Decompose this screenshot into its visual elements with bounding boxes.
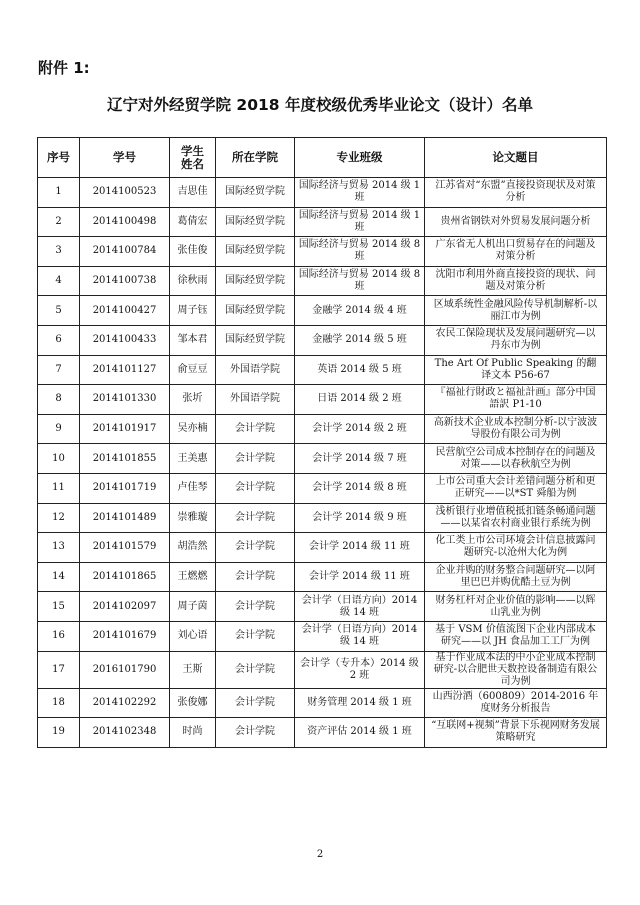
cell-serial-number: 3 <box>38 237 80 267</box>
table-row <box>38 237 607 267</box>
cell-serial-number: 4 <box>38 266 80 296</box>
header-college: 所在学院 <box>216 138 295 178</box>
attachment-label: 附件 1: <box>38 59 90 77</box>
table-row <box>38 533 607 563</box>
cell-thesis-topic: 基于作业成本法的中小企业成本控制研究-以合肥世天数控设备制造有限公司为例 <box>425 651 607 688</box>
cell-student-id: 2014100523 <box>80 178 170 208</box>
header-serial-number: 序号 <box>38 138 80 178</box>
document-title: 辽宁对外经贸学院 2018 年度校级优秀毕业论文（设计）名单 <box>107 96 533 114</box>
cell-thesis-topic: “互联网+视频”背景下乐视网财务发展策略研究 <box>425 718 607 748</box>
cell-student-name: 周子茵 <box>170 592 216 622</box>
cell-serial-number: 10 <box>38 444 80 474</box>
cell-student-id: 2014101489 <box>80 503 170 533</box>
cell-thesis-topic: 上市公司重大会计差错问题分析和更正研究——以*ST 舜船为例 <box>425 473 607 503</box>
cell-student-name: 时尚 <box>170 718 216 748</box>
cell-student-name: 葛倩宏 <box>170 207 216 237</box>
cell-thesis-topic: 贵州省钢铁对外贸易发展问题分析 <box>425 207 607 237</box>
cell-major-class: 英语 2014 级 5 班 <box>295 355 425 385</box>
cell-serial-number: 19 <box>38 718 80 748</box>
cell-college: 外国语学院 <box>216 385 295 415</box>
table-row <box>38 296 607 326</box>
cell-thesis-topic: 企业并购的财务整合问题研究—以阿里巴巴并购优酷土豆为例 <box>425 562 607 592</box>
cell-major-class: 金融学 2014 级 5 班 <box>295 325 425 355</box>
header-student-name: 学生姓名 <box>170 138 216 178</box>
cell-student-name: 卢佳琴 <box>170 473 216 503</box>
cell-student-name: 邹本君 <box>170 325 216 355</box>
cell-thesis-topic: 江苏省对“东盟”直接投资现状及对策分析 <box>425 178 607 208</box>
cell-major-class: 会计学 2014 级 9 班 <box>295 503 425 533</box>
cell-student-id: 2014101330 <box>80 385 170 415</box>
cell-student-name: 王燃燃 <box>170 562 216 592</box>
cell-student-id: 2014101917 <box>80 414 170 444</box>
cell-student-id: 2014102292 <box>80 688 170 718</box>
cell-major-class: 会计学（专升本）2014 级 2 班 <box>295 651 425 688</box>
cell-serial-number: 1 <box>38 178 80 208</box>
cell-major-class: 会计学 2014 级 11 班 <box>295 533 425 563</box>
cell-serial-number: 16 <box>38 621 80 651</box>
table-row <box>38 266 607 296</box>
cell-student-id: 2014101579 <box>80 533 170 563</box>
table-row <box>38 592 607 622</box>
cell-college: 会计学院 <box>216 503 295 533</box>
table-row <box>38 688 607 718</box>
cell-thesis-topic: 高新技术企业成本控制分析-以宁波波导股份有限公司为例 <box>425 414 607 444</box>
cell-thesis-topic: 『福祉行財政と福祉計画』部分中国語訳 P1-10 <box>425 385 607 415</box>
table-row <box>38 562 607 592</box>
cell-college: 会计学院 <box>216 592 295 622</box>
table-row <box>38 207 607 237</box>
cell-student-name: 徐秋雨 <box>170 266 216 296</box>
cell-college: 会计学院 <box>216 473 295 503</box>
cell-student-id: 2016101790 <box>80 651 170 688</box>
cell-student-name: 胡浩然 <box>170 533 216 563</box>
cell-serial-number: 6 <box>38 325 80 355</box>
cell-student-id: 2014101679 <box>80 621 170 651</box>
cell-serial-number: 15 <box>38 592 80 622</box>
cell-college: 会计学院 <box>216 533 295 563</box>
cell-thesis-topic: 区域系统性金融风险传导机制解析-以丽江市为例 <box>425 296 607 326</box>
table-header-row <box>38 138 607 178</box>
cell-serial-number: 17 <box>38 651 80 688</box>
cell-student-name: 吉思佳 <box>170 178 216 208</box>
cell-major-class: 国际经济与贸易 2014 级 8 班 <box>295 266 425 296</box>
cell-major-class: 资产评估 2014 级 1 班 <box>295 718 425 748</box>
cell-serial-number: 18 <box>38 688 80 718</box>
table-row <box>38 414 607 444</box>
cell-thesis-topic: The Art Of Public Speaking 的翻译文本 P56-67 <box>425 355 607 385</box>
page-number: 2 <box>316 849 324 860</box>
cell-thesis-topic: 广东省无人机出口贸易存在的问题及对策分析 <box>425 237 607 267</box>
table-row <box>38 718 607 748</box>
cell-major-class: 国际经济与贸易 2014 级 1 班 <box>295 178 425 208</box>
cell-major-class: 会计学 2014 级 7 班 <box>295 444 425 474</box>
cell-major-class: 会计学 2014 级 11 班 <box>295 562 425 592</box>
cell-college: 会计学院 <box>216 444 295 474</box>
cell-thesis-topic: 浅析银行业增值税抵扣链条畅通问题——以某省农村商业银行系统为例 <box>425 503 607 533</box>
table-row <box>38 355 607 385</box>
cell-student-id: 2014102348 <box>80 718 170 748</box>
cell-serial-number: 11 <box>38 473 80 503</box>
cell-thesis-topic: 山西汾酒（600809）2014-2016 年度财务分析报告 <box>425 688 607 718</box>
cell-major-class: 日语 2014 级 2 班 <box>295 385 425 415</box>
cell-major-class: 国际经济与贸易 2014 级 1 班 <box>295 207 425 237</box>
cell-student-id: 2014101855 <box>80 444 170 474</box>
cell-student-id: 2014100784 <box>80 237 170 267</box>
cell-student-id: 2014102097 <box>80 592 170 622</box>
header-major-class: 专业班级 <box>295 138 425 178</box>
cell-student-id: 2014101719 <box>80 473 170 503</box>
cell-student-id: 2014101127 <box>80 355 170 385</box>
cell-serial-number: 8 <box>38 385 80 415</box>
cell-student-id: 2014100738 <box>80 266 170 296</box>
cell-major-class: 会计学（日语方向）2014 级 14 班 <box>295 592 425 622</box>
cell-major-class: 国际经济与贸易 2014 级 8 班 <box>295 237 425 267</box>
cell-student-name: 张俊娜 <box>170 688 216 718</box>
cell-serial-number: 13 <box>38 533 80 563</box>
cell-student-name: 张佳俊 <box>170 237 216 267</box>
cell-student-name: 刘心语 <box>170 621 216 651</box>
cell-thesis-topic: 财务杠杆对企业价值的影响——以辉山乳业为例 <box>425 592 607 622</box>
cell-student-name: 周子钰 <box>170 296 216 326</box>
cell-student-id: 2014101865 <box>80 562 170 592</box>
cell-student-name: 吴亦楠 <box>170 414 216 444</box>
cell-serial-number: 7 <box>38 355 80 385</box>
table-row <box>38 385 607 415</box>
cell-college: 会计学院 <box>216 718 295 748</box>
cell-college: 会计学院 <box>216 688 295 718</box>
header-student-id: 学号 <box>80 138 170 178</box>
table-row <box>38 503 607 533</box>
cell-college: 国际经贸学院 <box>216 325 295 355</box>
header-thesis-topic: 论文题目 <box>425 138 607 178</box>
cell-college: 会计学院 <box>216 414 295 444</box>
award-list-table <box>37 137 607 748</box>
cell-college: 国际经贸学院 <box>216 266 295 296</box>
table-row <box>38 473 607 503</box>
cell-serial-number: 9 <box>38 414 80 444</box>
cell-thesis-topic: 农民工保险现状及发展问题研究—以丹东市为例 <box>425 325 607 355</box>
cell-student-id: 2014100498 <box>80 207 170 237</box>
cell-student-name: 张圻 <box>170 385 216 415</box>
cell-major-class: 会计学 2014 级 2 班 <box>295 414 425 444</box>
cell-serial-number: 2 <box>38 207 80 237</box>
cell-college: 会计学院 <box>216 651 295 688</box>
cell-college: 外国语学院 <box>216 355 295 385</box>
cell-student-name: 王斯 <box>170 651 216 688</box>
table-row <box>38 651 607 688</box>
cell-serial-number: 5 <box>38 296 80 326</box>
cell-major-class: 金融学 2014 级 4 班 <box>295 296 425 326</box>
cell-student-name: 王美惠 <box>170 444 216 474</box>
cell-thesis-topic: 民营航空公司成本控制存在的问题及对策——以春秋航空为例 <box>425 444 607 474</box>
cell-student-name: 崇雅璇 <box>170 503 216 533</box>
cell-thesis-topic: 基于 VSM 价值流图下企业内部成本研究——以 JH 食品加工工厂为例 <box>425 621 607 651</box>
table-row <box>38 178 607 208</box>
cell-student-name: 俞豆豆 <box>170 355 216 385</box>
cell-college: 国际经贸学院 <box>216 178 295 208</box>
cell-student-id: 2014100427 <box>80 296 170 326</box>
cell-student-id: 2014100433 <box>80 325 170 355</box>
cell-college: 会计学院 <box>216 562 295 592</box>
cell-college: 会计学院 <box>216 621 295 651</box>
cell-college: 国际经贸学院 <box>216 237 295 267</box>
cell-college: 国际经贸学院 <box>216 207 295 237</box>
cell-major-class: 财务管理 2014 级 1 班 <box>295 688 425 718</box>
table-row <box>38 621 607 651</box>
cell-serial-number: 12 <box>38 503 80 533</box>
cell-thesis-topic: 化工类上市公司环境会计信息披露问题研究-以沧州大化为例 <box>425 533 607 563</box>
cell-major-class: 会计学 2014 级 8 班 <box>295 473 425 503</box>
cell-major-class: 会计学（日语方向）2014 级 14 班 <box>295 621 425 651</box>
cell-serial-number: 14 <box>38 562 80 592</box>
table-row <box>38 444 607 474</box>
cell-thesis-topic: 沈阳市利用外商直接投资的现状、问题及对策分析 <box>425 266 607 296</box>
cell-college: 国际经贸学院 <box>216 296 295 326</box>
table-row <box>38 325 607 355</box>
